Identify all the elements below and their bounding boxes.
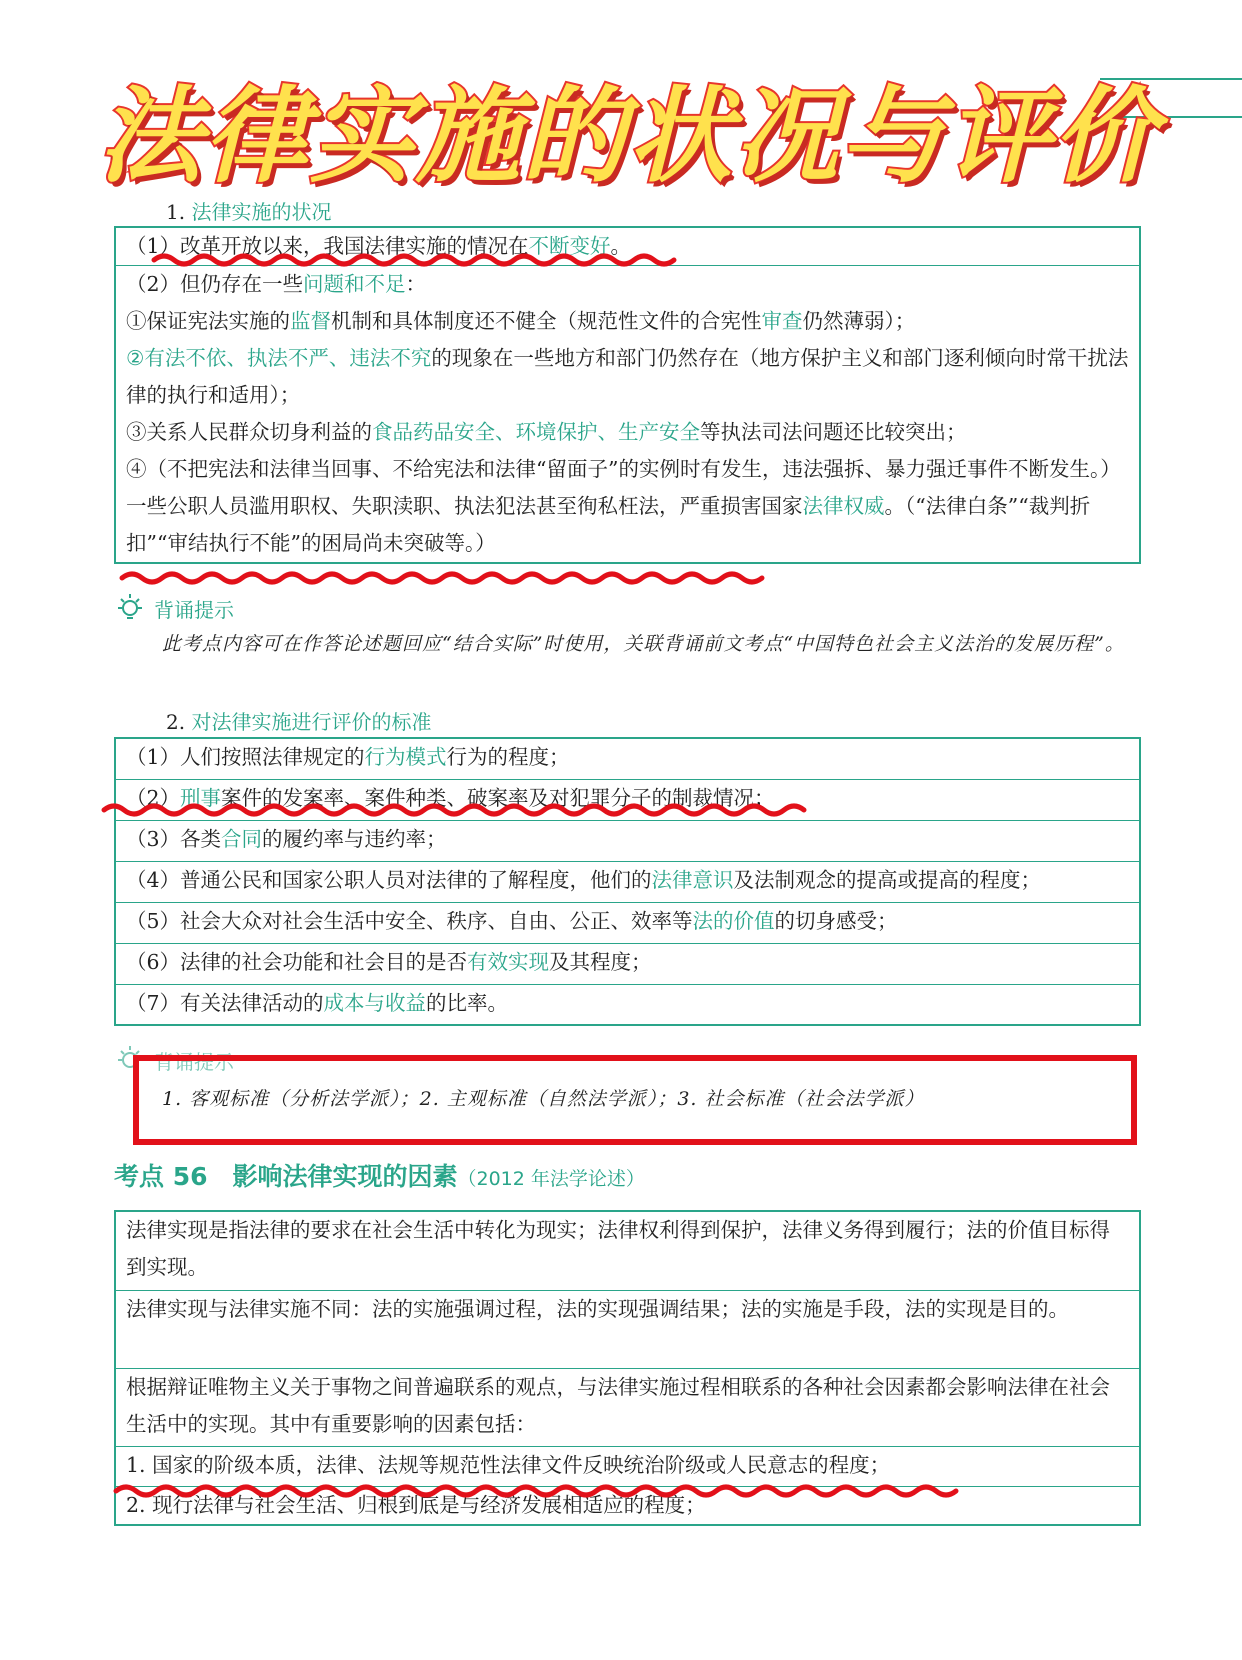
lightbulb-icon [114,592,146,624]
table-row: 1. 国家的阶级本质，法律、法规等规范性法律文件反映统治阶级或人民意志的程度； [116,1446,1139,1486]
tip-text: 1. 客观标准（分析法学派）；2. 主观标准（自然法学派）；3. 社会标准（社会法学派） [162,1088,925,1110]
table-row: （4）普通公民和国家公职人员对法律的了解程度，他们的法律意识及法制观念的提高或提高的程度； [116,861,1139,902]
tip-heading [114,592,234,624]
section-title-text: 考点 56 影响法律实现的因素 [114,1162,458,1191]
red-wavy-underline [150,250,690,270]
heading-text: 法律实施的状况 [191,200,332,224]
red-wavy-underline [100,796,820,820]
table-row: （5）社会大众对社会生活中安全、秩序、自由、公正、效率等法的价值的切身感受； [116,902,1139,943]
tip-text: 此考点内容可在作答论述题回应“结合实际”时使用，关联背诵前文考点“中国特色社会主义法治的发展历程”。 [162,633,1125,655]
table-row: 2. 现行法律与社会生活、归根到底是与经济发展相适应的程度； [116,1486,1139,1524]
status-table [114,226,1141,564]
table-row: 法律实现与法律实施不同：法的实施强调过程，法的实现强调结果；法的实施是手段，法的实现是目的。 [116,1290,1139,1368]
table-row: （2）刑事案件的发案率、案件种类、破案率及对犯罪分子的制裁情况； [116,779,1139,820]
section-title [114,1157,645,1193]
table-row: （1）人们按照法律规定的行为模式行为的程度； [126,745,570,769]
tip-label: 背诵提示 [154,597,234,622]
table-row: （1）改革开放以来，我国法律实施的情况在不断变好。 [126,234,632,258]
section-heading [166,706,431,735]
criteria-table [114,737,1141,1026]
heading-number: 2. [166,710,186,734]
heading-text: 对法律实施进行评价的标准 [191,710,432,734]
table-row: 根据辩证唯物主义关于事物之间普遍联系的观点，与法律实施过程相联系的各种社会因素都会影响法律在社会生活中的实现。其中有重要影响的因素包括： [116,1368,1139,1446]
table-row: （6）法律的社会功能和社会目的是否有效实现及其程度； [116,943,1139,984]
tip-label: 背诵提示 [154,1049,234,1074]
table-row: （7）有关法律活动的成本与收益的比率。 [116,984,1139,1024]
page-title: 法律实施的状况与评价 [98,75,1159,197]
table-row: 法律实现是指法律的要求在社会生活中转化为现实；法律权利得到保护，法律义务得到履行；法的价值目标得到实现。 [126,1218,1110,1279]
section-heading [166,196,331,225]
section-note: （2012 年法学论述） [457,1168,645,1190]
table-row: （2）但仍存在一些问题和不足： ①保证宪法实施的监督机制和具体制度还不健全（规范性文件的合宪性审查仍然薄弱）； ②有法不依、执法不严、违法不究的现象在一些地方和部门仍然存在（地方保护主义和部门逐利倾向时常干扰法律的执行和适用）； ③关系人民群众切身利益的食品药品安全、环境保护、生产安全等执法司法问题还比较突出； ④（不把宪法和法律当回事、不给宪法和法律“留面子”的实例时有发生，违法强拆、暴力强迁事件不断发生。）一些公职人员滥用职权、失职渎职、执法犯法甚至徇私枉法，严重损害国家法律权威。（“法律白条”“裁判折扣”“审结执行不能”的困局尚未突破等。） [116,265,1139,562]
heading-number: 1. [166,200,186,224]
title-banner [80,52,1180,197]
table-row: （3）各类合同的履约率与违约率； [116,820,1139,861]
red-wavy-underline [112,1480,962,1502]
factors-table [114,1210,1141,1526]
red-wavy-underline [118,568,783,588]
